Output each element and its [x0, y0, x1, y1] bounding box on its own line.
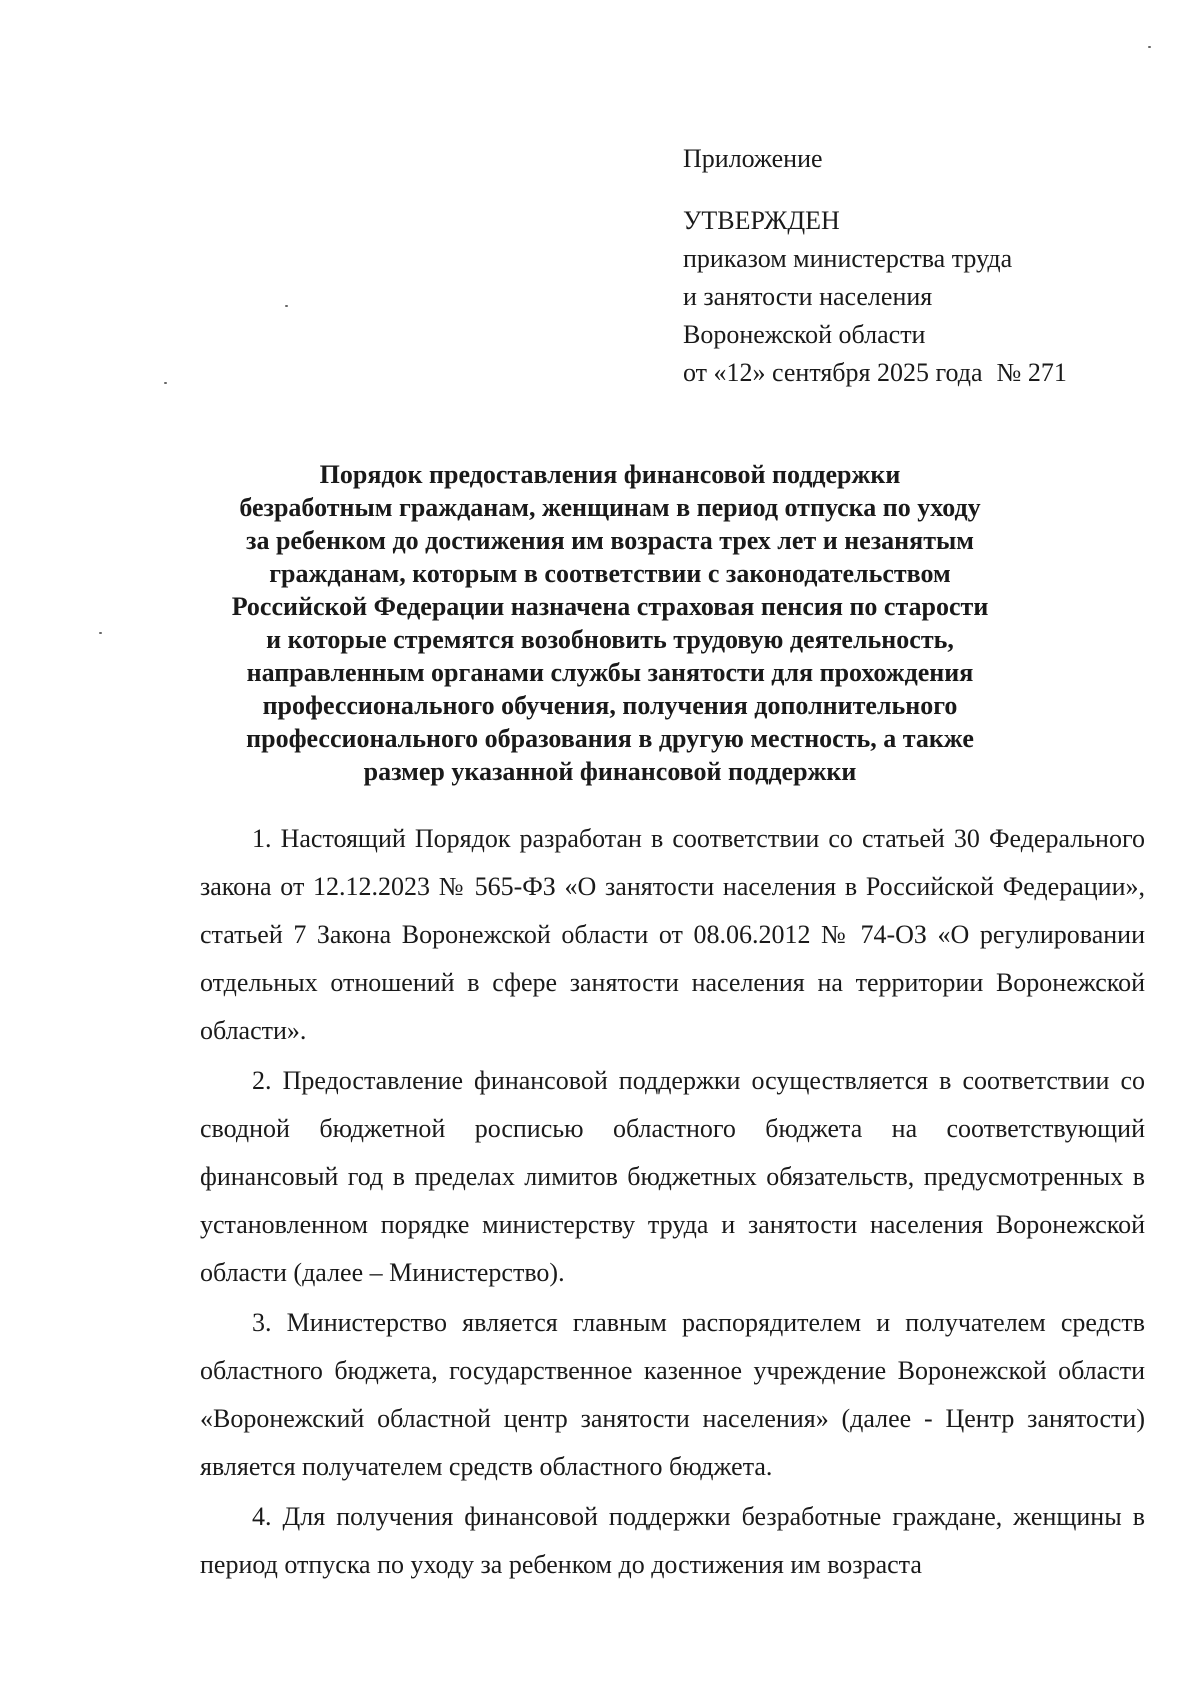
title-line: Порядок предоставления финансовой поддержки — [319, 460, 901, 489]
scan-speck — [164, 382, 167, 384]
order-date: от «12» сентября 2025 года — [683, 358, 983, 387]
document-body — [200, 815, 1145, 1591]
document-title — [180, 458, 1040, 788]
order-line: приказом министерства труда — [683, 244, 1013, 273]
title-line: гражданам, которым в соответствии с законодательством — [269, 559, 951, 588]
scan-speck — [285, 305, 288, 307]
appendix-label: Приложение — [683, 144, 823, 173]
order-number: № 271 — [996, 358, 1067, 387]
title-line: направленным органами службы занятости для прохождения — [246, 658, 974, 687]
title-line: профессионального образования в другую местность, а также — [246, 724, 974, 753]
title-line: безработным гражданам, женщинам в период отпуска по уходу — [239, 493, 981, 522]
approved-label: УТВЕРЖДЕН — [683, 206, 840, 235]
title-line: Российской Федерации назначена страховая пенсия по старости — [231, 592, 989, 621]
approval-block — [683, 140, 1067, 392]
paragraph-3: 3. Министерство является главным распорядителем и получателем средств областного бюджета, государственное казенное учреждение Воронежской области «Воронежский областной центр занятости населения» (далее - Центр занятости) является получателем средств областного бюджета. — [200, 1308, 1145, 1481]
scan-speck — [1148, 46, 1151, 48]
title-line: за ребенком до достижения им возраста трех лет и незанятым — [246, 526, 974, 555]
order-line: и занятости населения — [683, 282, 933, 311]
order-date-line — [683, 354, 1067, 392]
paragraph-1: 1. Настоящий Порядок разработан в соответствии со статьей 30 Федерального закона от 12.12.2023 № 565-ФЗ «О занятости населения в Российской Федерации», статьей 7 Закона Воронежской области от 08.06.2012 № 74-ОЗ «О регулировании отдельных отношений в сфере занятости населения на территории Воронежской области». — [200, 824, 1145, 1045]
scan-speck — [99, 632, 102, 634]
title-line: размер указанной финансовой поддержки — [363, 757, 857, 786]
paragraph-2: 2. Предоставление финансовой поддержки осуществляется в соответствии со сводной бюджетной росписью областного бюджета на соответствующий финансовый год в пределах лимитов бюджетных обязательств, предусмотренных в установленном порядке министерству труда и занятости населения Воронежской области (далее – Министерство). — [200, 1066, 1145, 1287]
title-line: и которые стремятся возобновить трудовую деятельность, — [266, 625, 954, 654]
paragraph-4: 4. Для получения финансовой поддержки безработные граждане, женщины в период отпуска по уходу за ребенком до достижения им возраста — [200, 1502, 1145, 1579]
title-line: профессионального обучения, получения дополнительного — [262, 691, 958, 720]
order-line: Воронежской области — [683, 320, 926, 349]
